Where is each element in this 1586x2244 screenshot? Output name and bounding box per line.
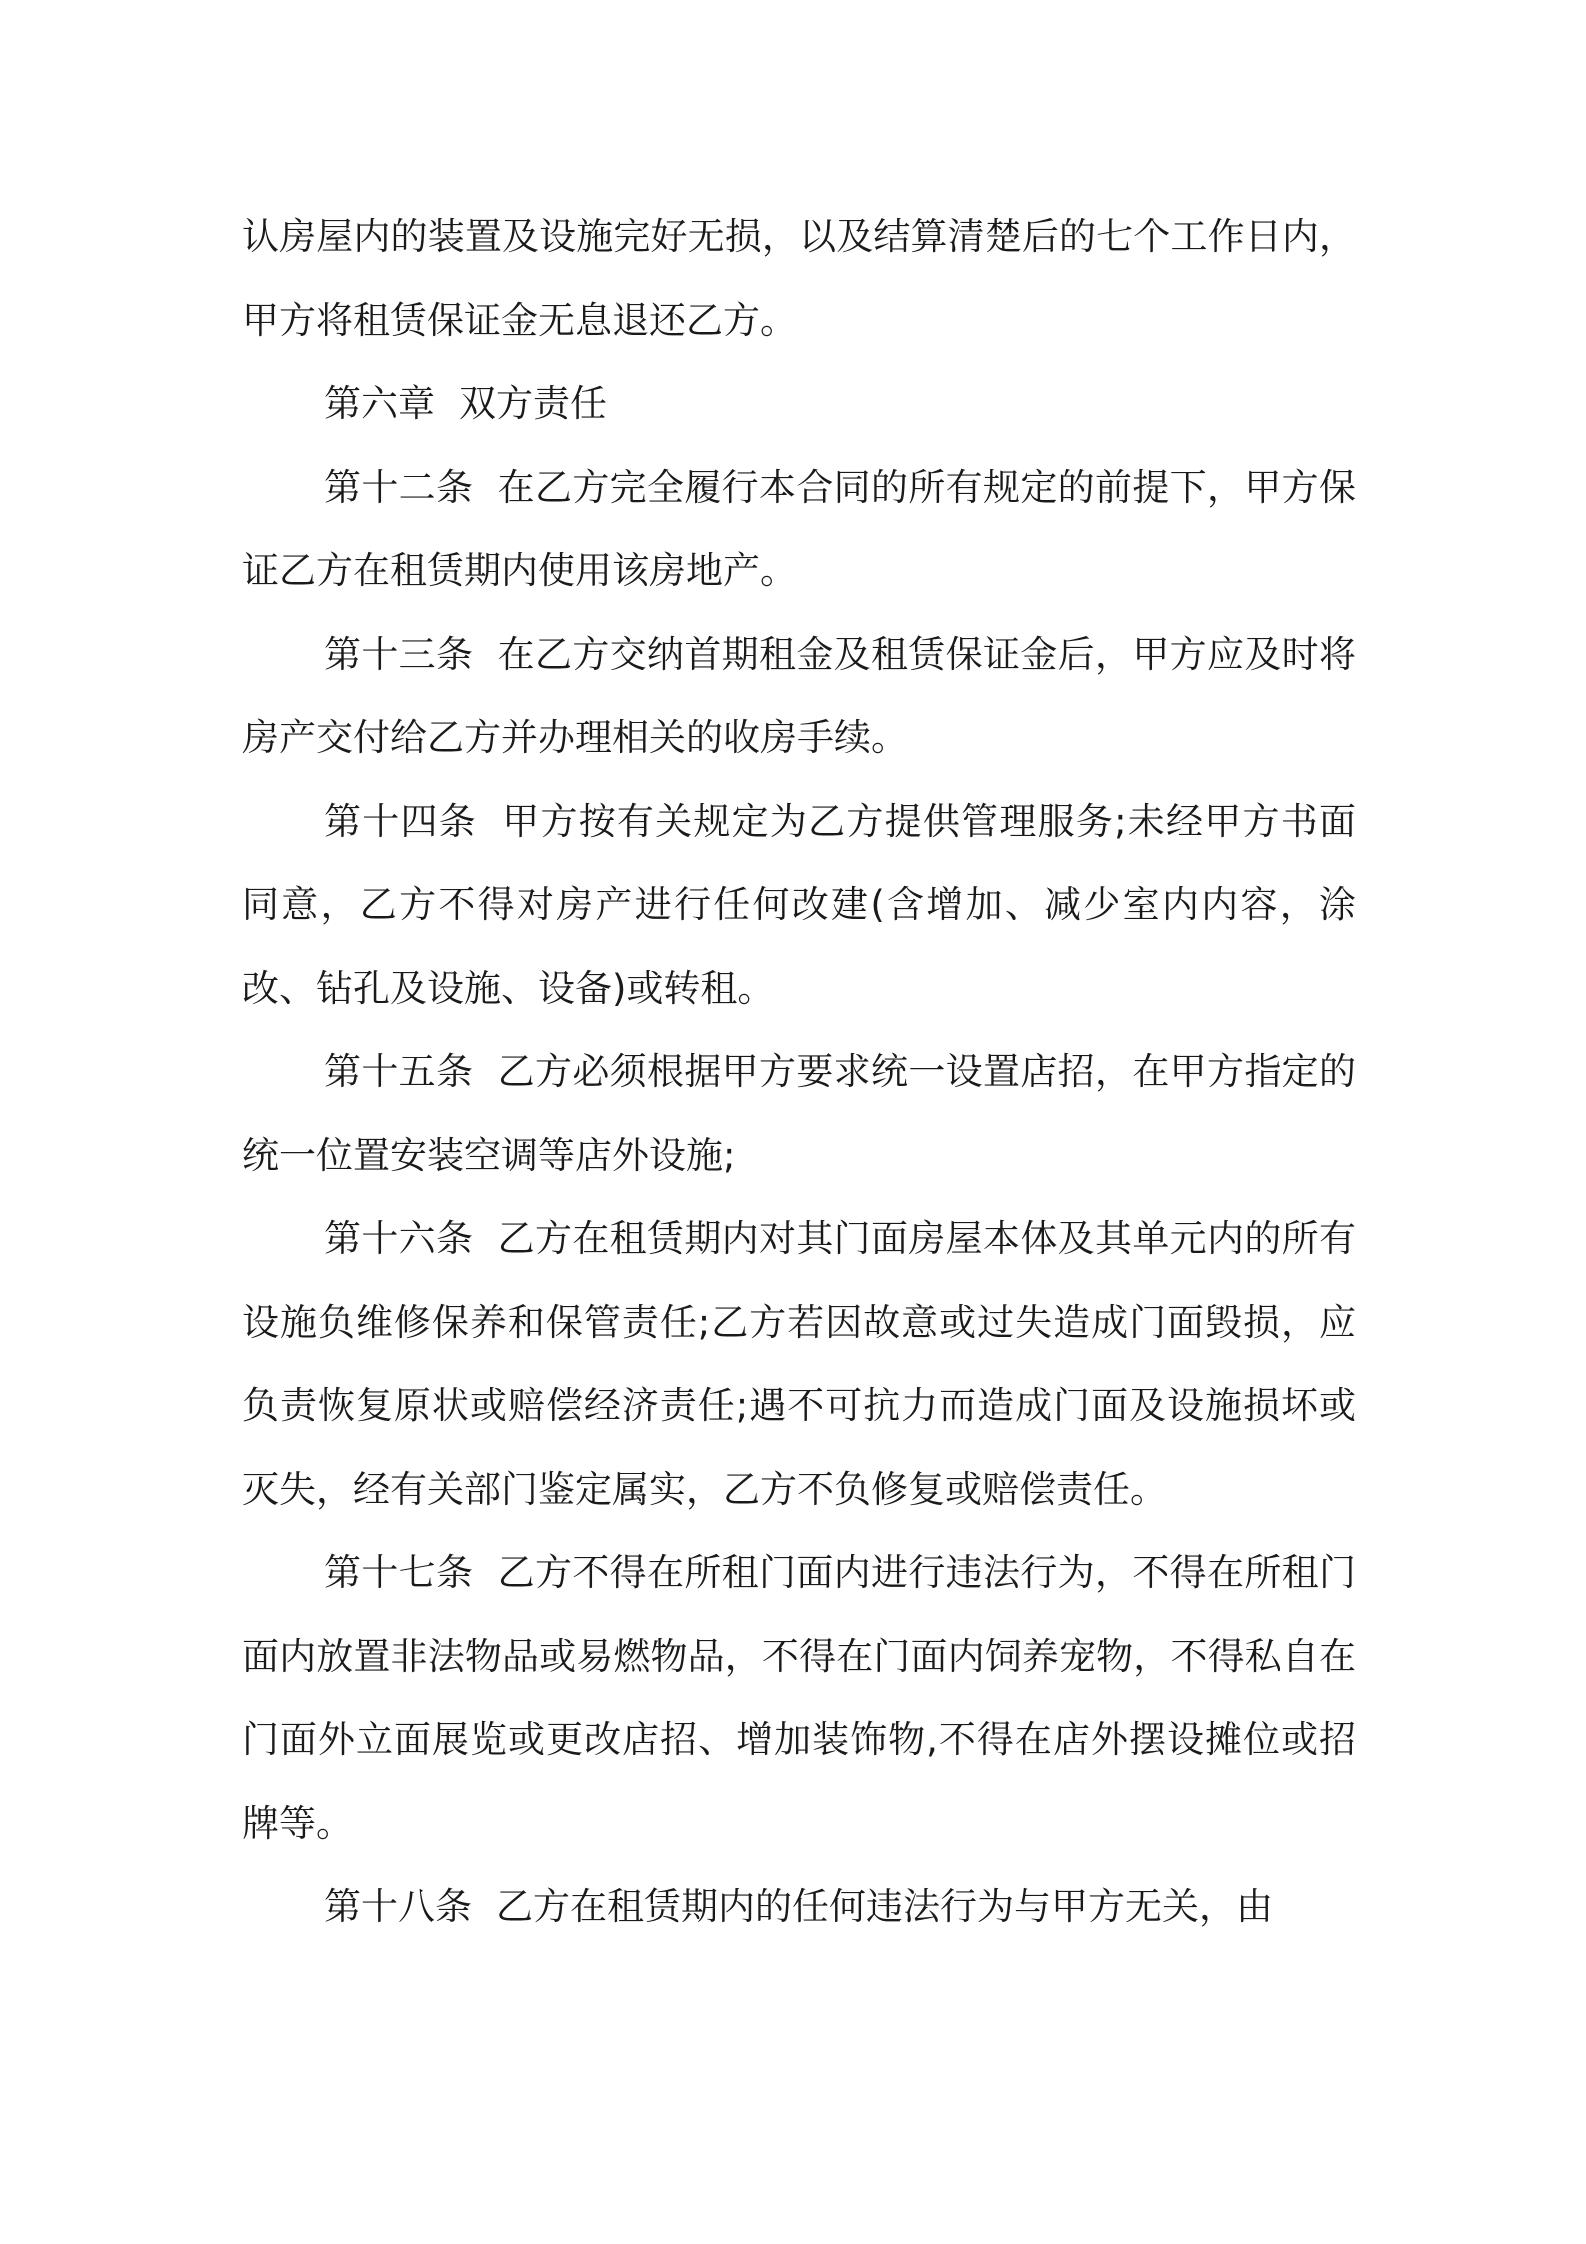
article-18 xyxy=(242,1865,1356,1949)
article-number: 第十四条 xyxy=(324,799,477,843)
article-14 xyxy=(242,780,1356,1031)
article-number: 第十三条 xyxy=(324,632,474,676)
article-text: 在乙方交纳首期租金及租赁保证金后，甲方应及时将房产交付给乙方并办理相关的收房手续。 xyxy=(242,632,1357,759)
article-text: 在乙方完全履行本合同的所有规定的前提下，甲方保证乙方在租赁期内使用该房地产。 xyxy=(242,465,1357,592)
article-text: 乙方在租赁期内对其门面房屋本体及其单元内的所有设施负维修保养和保管责任;乙方若因故意或过失造成门面毁损，应负责恢复原状或赔偿经济责任;遇不可抗力而造成门面及设施损坏或灭失，经有关部门鉴定属实，乙方不负修复或赔偿责任。 xyxy=(242,1217,1357,1511)
article-number: 第十五条 xyxy=(324,1050,474,1093)
paragraph-continuation xyxy=(242,195,1356,362)
article-number: 第十六条 xyxy=(324,1217,474,1260)
chapter-heading xyxy=(242,362,1356,446)
article-number: 第十二条 xyxy=(324,465,474,509)
article-12 xyxy=(242,446,1356,613)
chapter-number: 第六章 xyxy=(324,382,435,425)
article-text: 甲方按有关规定为乙方提供管理服务;未经甲方书面同意，乙方不得对房产进行任何改建(含增加、减少室内内容，涂改、钻孔及设施、设备)或转租。 xyxy=(242,799,1356,1010)
article-13 xyxy=(242,613,1356,780)
article-text: 乙方不得在所租门面内进行违法行为，不得在所租门面内放置非法物品或易燃物品，不得在门面内饲养宠物，不得私自在门面外立面展览或更改店招、增加装饰物,不得在店外摆设摊位或招牌等。 xyxy=(242,1551,1357,1845)
article-number: 第十八条 xyxy=(324,1885,472,1928)
article-text: 乙方在租赁期内的任何违法行为与甲方无关，由 xyxy=(496,1885,1273,1928)
article-15 xyxy=(242,1030,1356,1197)
article-number: 第十七条 xyxy=(324,1551,474,1594)
article-17 xyxy=(242,1531,1356,1865)
article-text: 乙方必须根据甲方要求统一设置店招，在甲方指定的统一位置安装空调等店外设施; xyxy=(242,1050,1357,1177)
chapter-title: 双方责任 xyxy=(459,382,607,425)
paragraph-text: 认房屋内的装置及设施完好无损，以及结算清楚后的七个工作日内，甲方将租赁保证金无息退还乙方。 xyxy=(242,215,1356,342)
article-16 xyxy=(242,1197,1356,1531)
document-body xyxy=(242,195,1356,1949)
